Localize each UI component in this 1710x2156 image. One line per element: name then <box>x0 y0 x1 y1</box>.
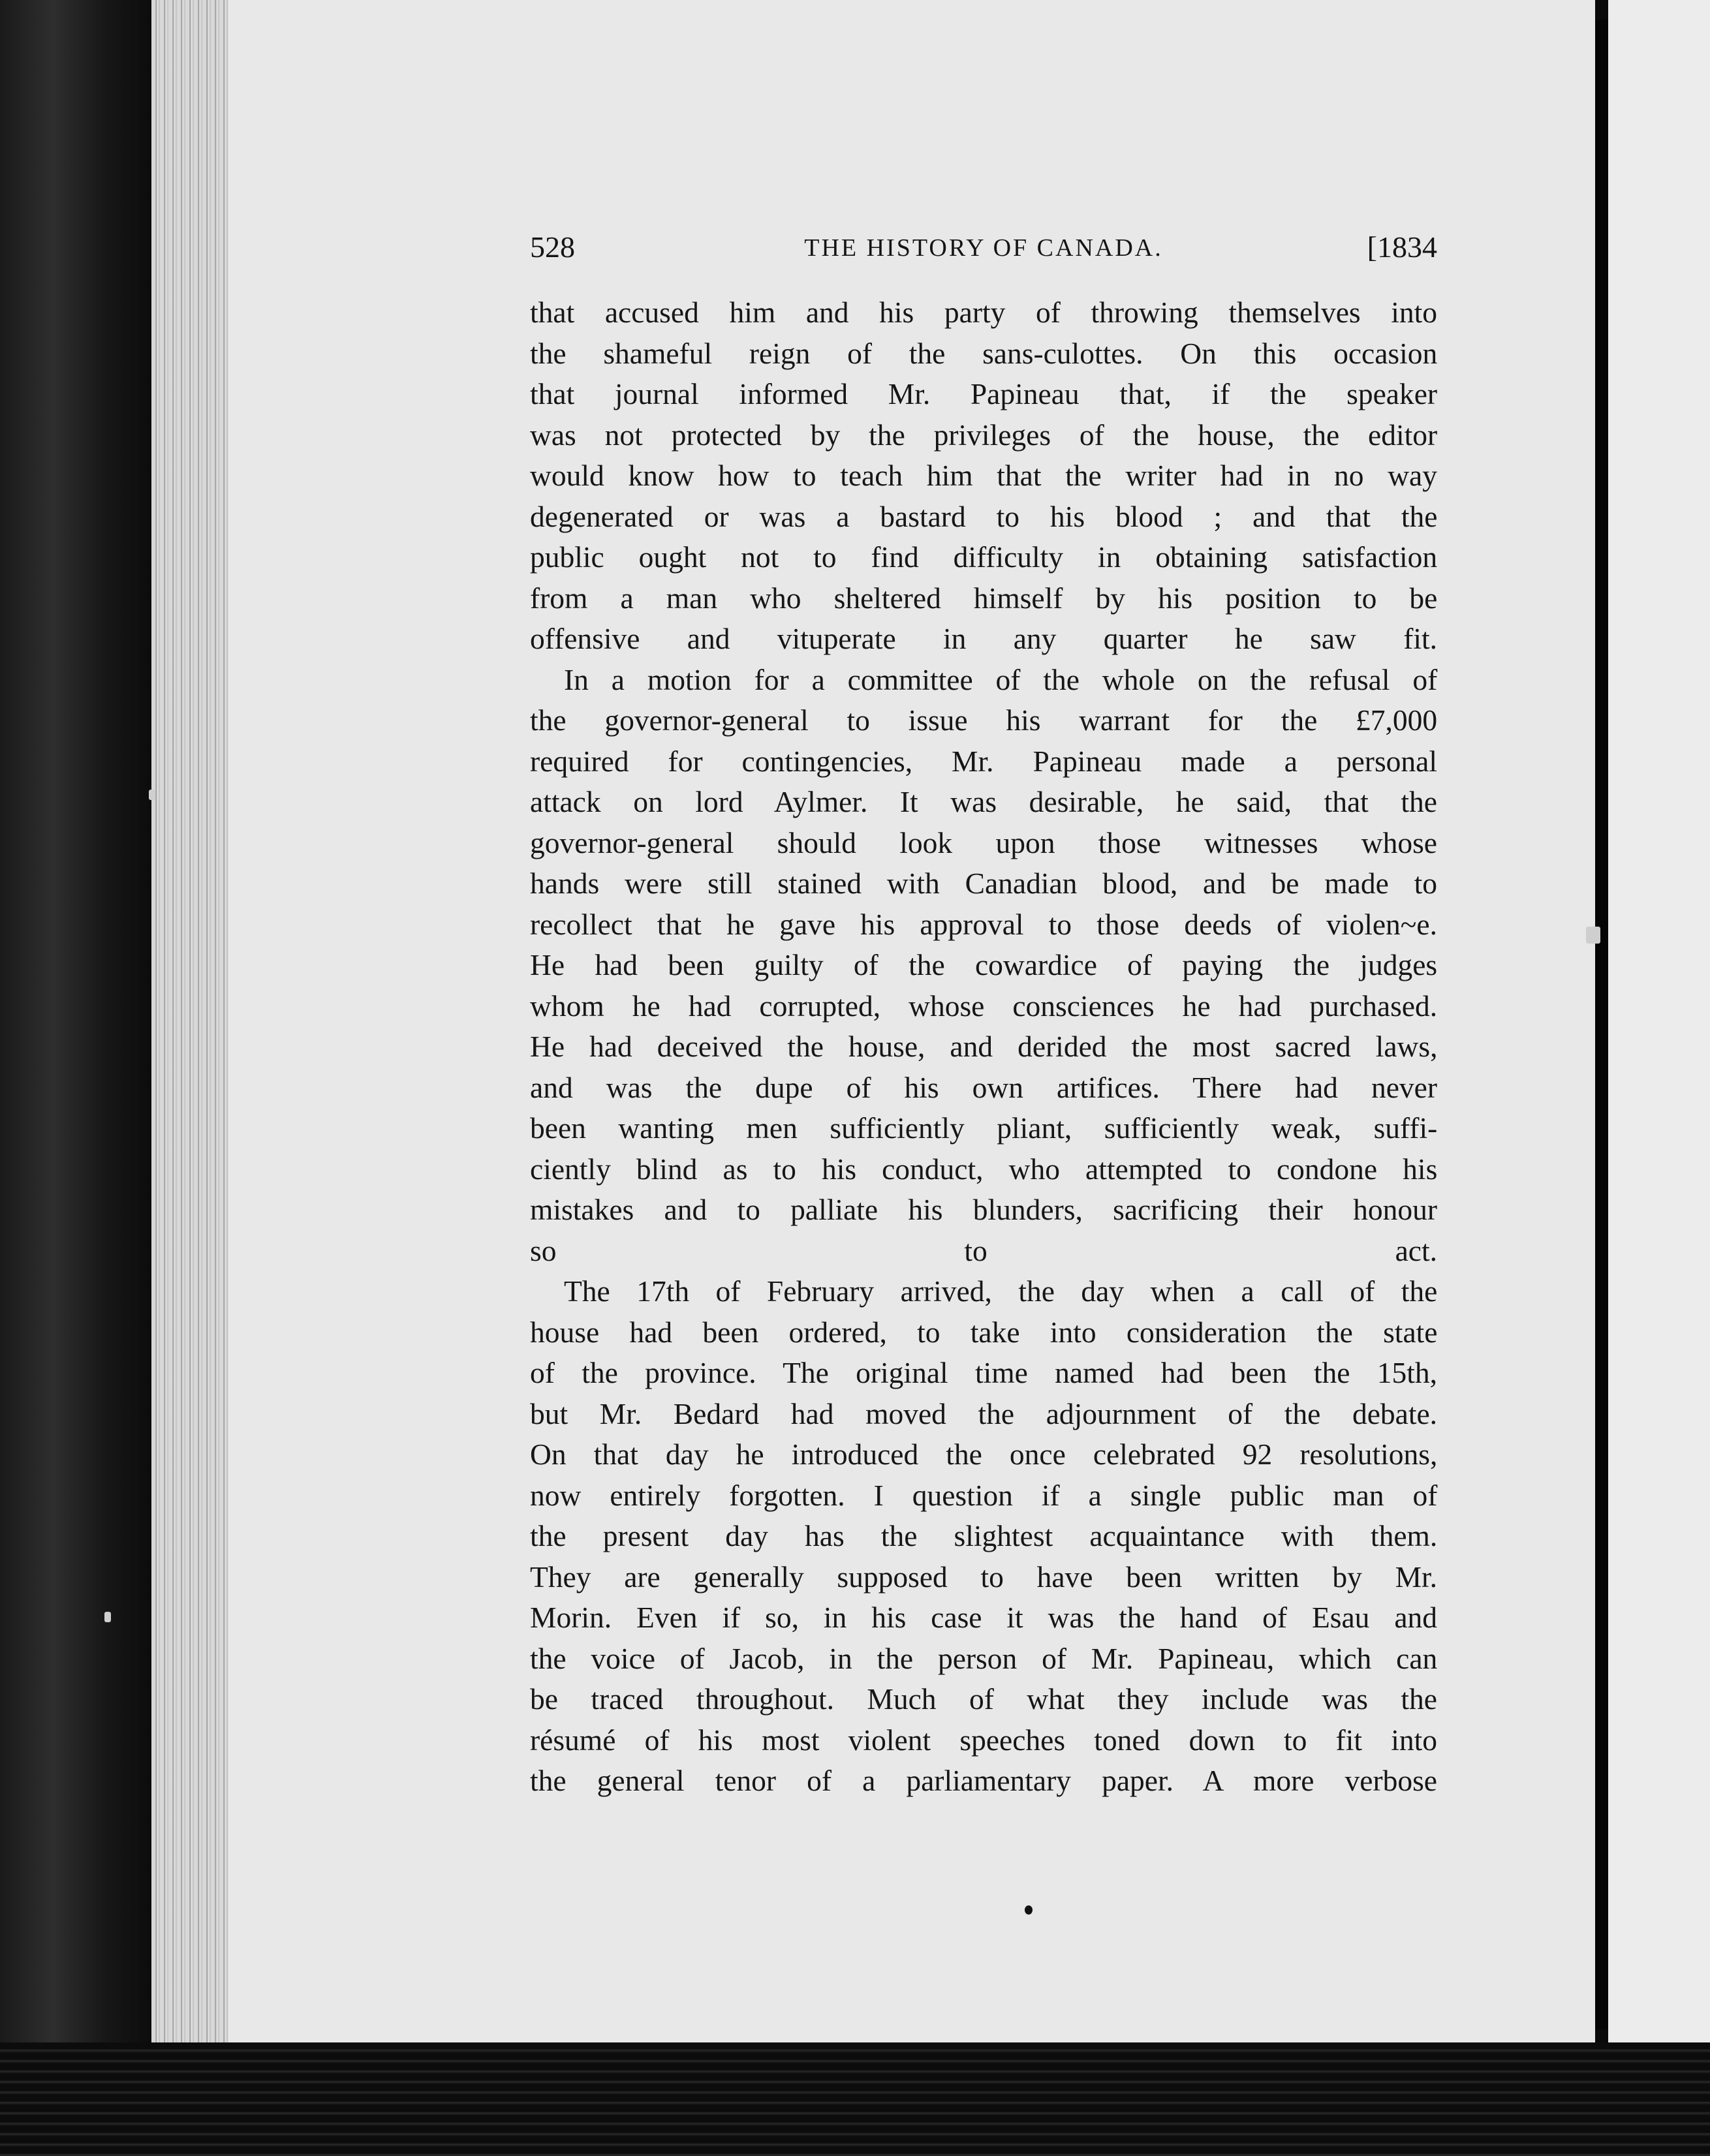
text-line: public ought not to find difficulty in obtaining satisfaction <box>530 540 1438 574</box>
text-line: and was the dupe of his own artifices. There had never <box>530 1070 1437 1104</box>
text-line: attack on lord Aylmer. It was desirable, he said, that the <box>530 785 1437 818</box>
ink-dot <box>1025 1905 1033 1915</box>
facing-page-edge <box>1608 0 1710 2042</box>
text-line: recollect that he gave his approval to those deeds of violen~e. <box>530 907 1437 941</box>
text-line: house had been ordered, to take into consideration the state <box>530 1315 1438 1349</box>
page-edges <box>151 0 228 2042</box>
running-header <box>530 230 1437 277</box>
text-line: They are generally supposed to have been written by Mr. <box>530 1560 1438 1594</box>
gutter-shadow <box>1595 20 1608 2029</box>
text-line: but Mr. Bedard had moved the adjournment of the debate. <box>530 1396 1438 1430</box>
header-year: [1834 <box>1367 230 1437 264</box>
text-line: offensive and vituperate in any quarter he saw fit. <box>530 622 1437 655</box>
scan-speck <box>149 790 155 800</box>
text-line: the present day has the slightest acquaintance with them. <box>530 1519 1438 1552</box>
text-line: the general tenor of a parliamentary paper. A more verbose <box>530 1764 1437 1797</box>
text-line: hands were still stained with Canadian blood, and be made to <box>530 867 1437 900</box>
text-line: from a man who sheltered himself by his position to be <box>530 581 1438 615</box>
text-line: required for contingencies, Mr. Papineau made a personal <box>530 744 1437 778</box>
text-line: On that day he introduced the once celebrated 92 resolutions, <box>530 1438 1438 1471</box>
text-line: the shameful reign of the sans-culottes. On this occasion <box>530 336 1438 370</box>
text-line: now entirely forgotten. I question if a single public man of <box>530 1478 1438 1512</box>
text-line: résumé of his most violent speeches toned down to fit into <box>530 1723 1437 1757</box>
page-number: 528 <box>530 230 575 264</box>
text-line: The 17th of February arrived, the day when a call of the <box>564 1274 1438 1308</box>
text-line: would know how to teach him that the writer had in no way <box>530 459 1437 492</box>
book-cover-edge <box>0 0 151 2156</box>
paragraph-3 <box>530 1271 1437 1802</box>
text-line: that accused him and his party of throwing themselves into <box>530 296 1437 329</box>
text-line: be traced throughout. Much of what they include was the <box>530 1682 1437 1716</box>
text-line: that journal informed Mr. Papineau that, if the speaker <box>530 377 1438 410</box>
scan-speck <box>104 1612 111 1622</box>
text-line: so to act. <box>530 1233 1437 1267</box>
text-line: He had deceived the house, and derided the most sacred laws, <box>530 1030 1438 1063</box>
text-line: governor-general should look upon those witnesses whose <box>530 825 1437 859</box>
text-line: In a motion for a committee of the whole on the refusal of <box>564 662 1438 696</box>
text-line: mistakes and to palliate his blunders, sacrificing their honour <box>530 1193 1437 1226</box>
text-line: the governor-general to issue his warrant for the £7,000 <box>530 703 1438 737</box>
text-line: degenerated or was a bastard to his blood ; and that the <box>530 499 1438 533</box>
body-text <box>530 292 1437 1802</box>
text-line: ciently blind as to his conduct, who attempted to condone his <box>530 1152 1438 1186</box>
scan-speck <box>1586 927 1600 944</box>
text-line: was not protected by the privileges of the house, the editor <box>530 418 1438 452</box>
bottom-binding-edge <box>0 2042 1710 2156</box>
running-title: THE HISTORY OF CANADA. <box>804 234 1163 262</box>
paragraph-1 <box>530 292 1437 660</box>
text-line: been wanting men sufficiently pliant, sufficiently weak, suffi- <box>530 1111 1438 1145</box>
text-line: the voice of Jacob, in the person of Mr. Papineau, which can <box>530 1641 1438 1675</box>
text-line: He had been guilty of the cowardice of paying the judges <box>530 948 1438 981</box>
text-line: of the province. The original time named had been the 15th, <box>530 1356 1437 1389</box>
text-line: Morin. Even if so, in his case it was the hand of Esau and <box>530 1601 1438 1634</box>
paragraph-2 <box>530 660 1437 1272</box>
text-line: whom he had corrupted, whose consciences he had purchased. <box>530 989 1438 1023</box>
